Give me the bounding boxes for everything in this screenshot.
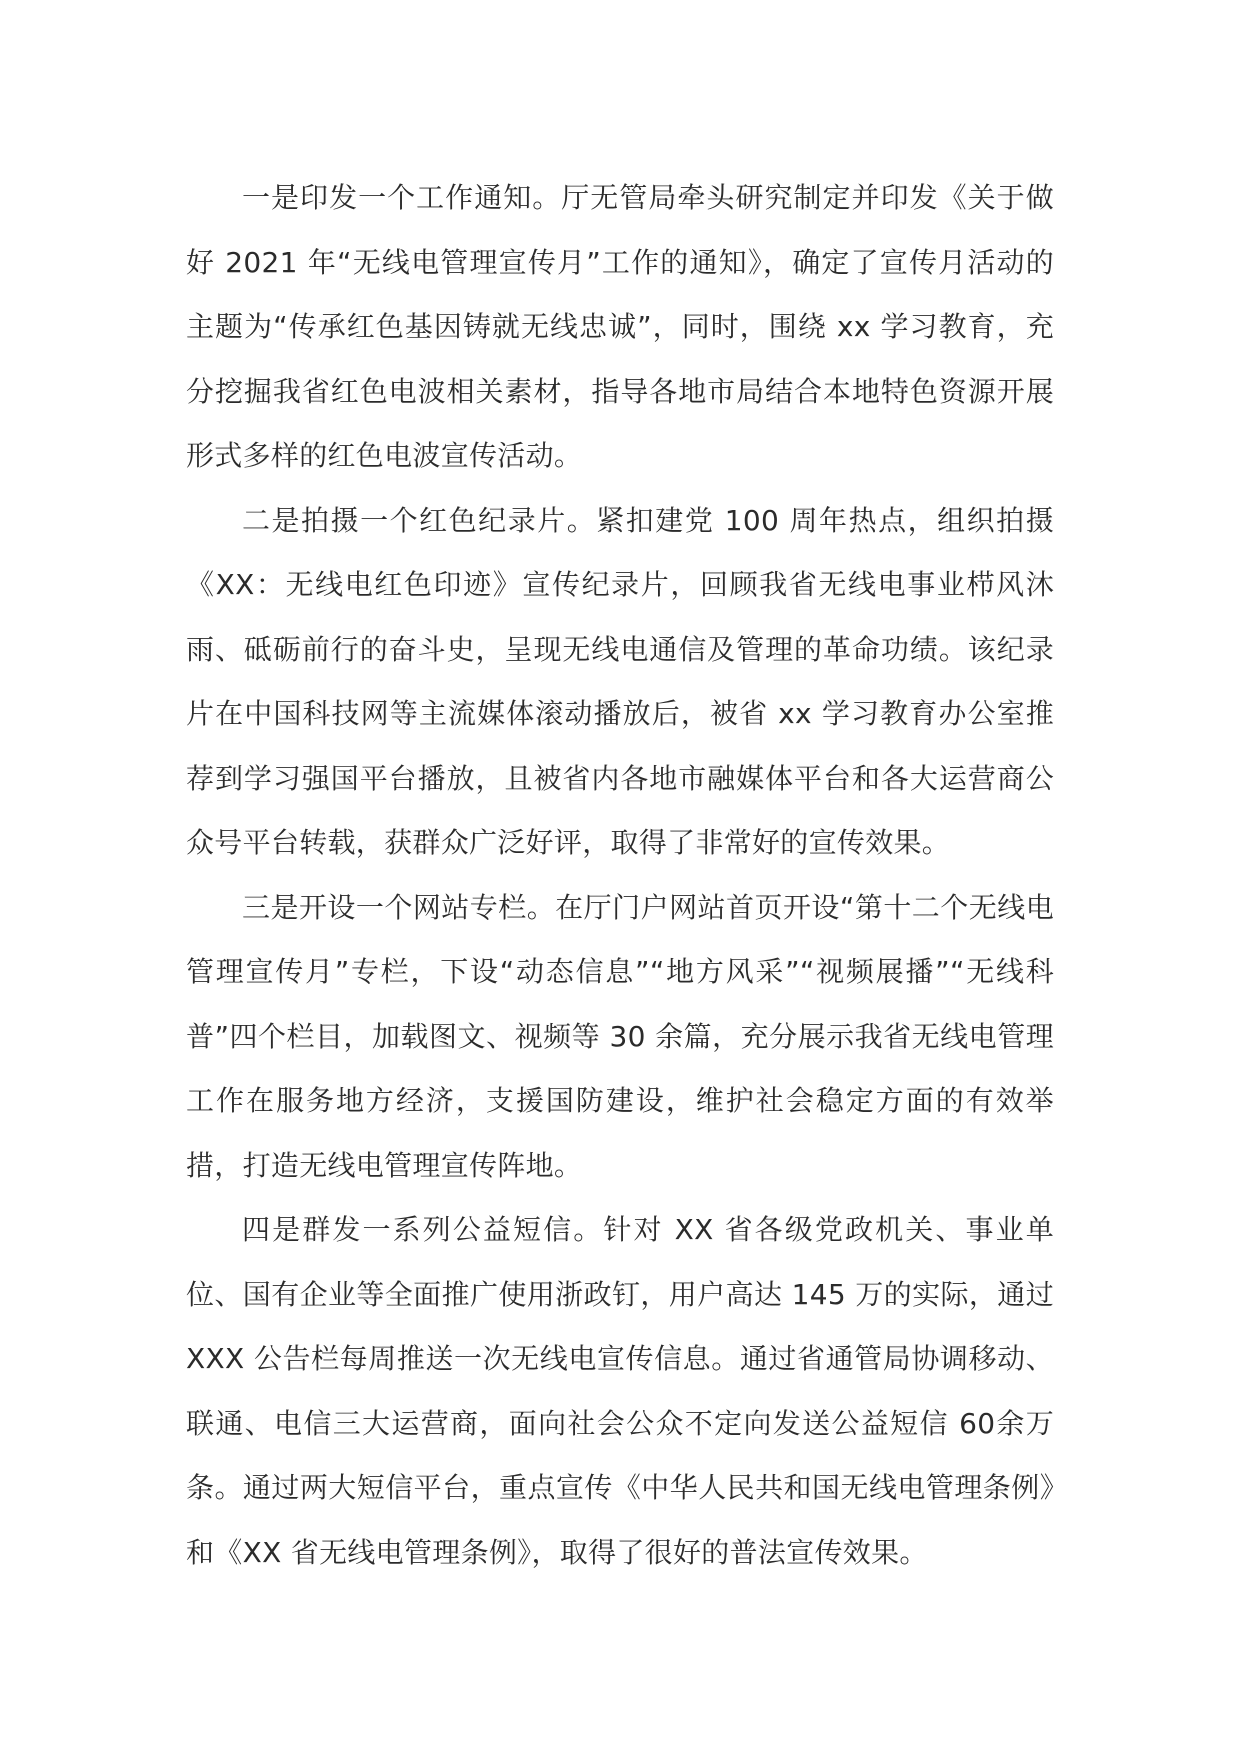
paragraph-website-column: 三是开设一个网站专栏。在厅门户网站首页开设“第十二个无线电管理宣传月”专栏，下设“动态信息”“地方风采”“视频展播”“无线科普”四个栏目，加载图文、视频等 30 余篇，充分展示我省无线电管理工作在服务地方经济，支援国防建设，维护社会稳定方面的有效举措，打造无线电管理宣传阵地。 (186, 890, 1054, 1182)
paragraph-notice: 一是印发一个工作通知。厅无管局牵头研究制定并印发《关于做好 2021 年“无线电管理宣传月”工作的通知》，确定了宣传月活动的主题为“传承红色基因铸就无线忠诚”，同时，围绕 xx 学习教育，充分挖掘我省红色电波相关素材，指导各地市局结合本地特色资源开展形式多样的红色电波宣传活动。 (186, 181, 1054, 472)
paragraph-documentary: 二是拍摄一个红色纪录片。紧扣建党 100 周年热点，组织拍摄《XX：无线电红色印迹》宣传纪录片，回顾我省无线电事业栉风沐雨、砥砺前行的奋斗史，呈现无线电通信及管理的革命功绩。该纪录片在中国科技网等主流媒体滚动播放后，被省 xx 学习教育办公室推荐到学习强国平台播放，且被省内各地市融媒体平台和各大运营商公众号平台转载，获群众广泛好评，取得了非常好的宣传效果。 (186, 503, 1054, 859)
paragraph-sms: 四是群发一系列公益短信。针对 XX 省各级党政机关、事业单位、国有企业等全面推广使用浙政钉，用户高达 145 万的实际，通过 XXX 公告栏每周推送一次无线电宣传信息。通过省通管局协调移动、联通、电信三大运营商，面向社会公众不定向发送公益短信 60余万条。通过两大短信平台，重点宣传《中华人民共和国无线电管理条例》和《XX 省无线电管理条例》，取得了很好的普法宣传效果。 (186, 1213, 1054, 1569)
document-body (186, 166, 1054, 1585)
